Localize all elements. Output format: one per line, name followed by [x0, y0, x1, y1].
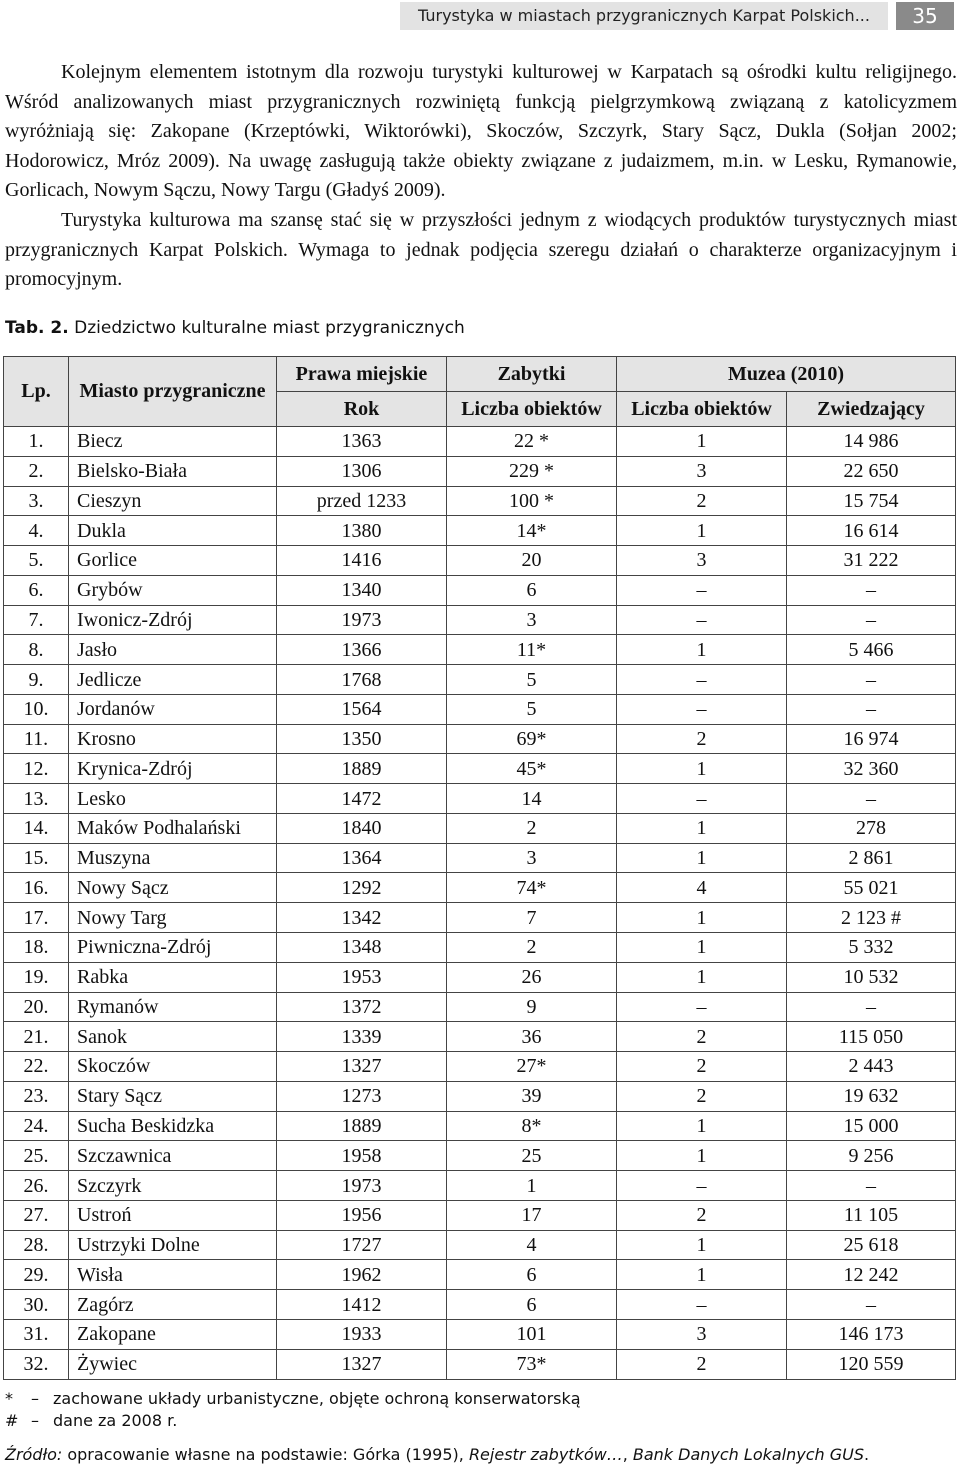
header-zabytki: Zabytki — [447, 357, 617, 392]
cell-lp: 22. — [4, 1052, 69, 1082]
cell-zwiedzajacy: 16 974 — [787, 724, 956, 754]
cell-zabytki: 6 — [447, 1290, 617, 1320]
cell-muzea: – — [617, 784, 787, 814]
table-row — [4, 516, 956, 546]
cell-miasto: Jedlicze — [69, 665, 277, 695]
table-row — [4, 1230, 956, 1260]
cell-zwiedzajacy: 2 123 # — [787, 903, 956, 933]
table-row — [4, 635, 956, 665]
table-row — [4, 843, 956, 873]
cell-lp: 20. — [4, 992, 69, 1022]
cell-rok: 1412 — [277, 1290, 447, 1320]
cell-muzea: 2 — [617, 1081, 787, 1111]
cell-zabytki: 11* — [447, 635, 617, 665]
cell-miasto: Muszyna — [69, 843, 277, 873]
table-row — [4, 486, 956, 516]
cell-lp: 17. — [4, 903, 69, 933]
cell-zwiedzajacy: 32 360 — [787, 754, 956, 784]
cell-muzea: 1 — [617, 1141, 787, 1171]
note-dash: – — [31, 1389, 39, 1408]
cell-miasto: Szczawnica — [69, 1141, 277, 1171]
cell-zwiedzajacy: 120 559 — [787, 1349, 956, 1379]
cell-miasto: Dukla — [69, 516, 277, 546]
cell-zwiedzajacy: 5 332 — [787, 933, 956, 963]
table-row — [4, 903, 956, 933]
cell-zwiedzajacy: 19 632 — [787, 1081, 956, 1111]
source-text-1: opracowanie własne na podstawie: Górka (1995), — [62, 1445, 469, 1464]
table-row — [4, 962, 956, 992]
cell-lp: 15. — [4, 843, 69, 873]
cell-zabytki: 20 — [447, 546, 617, 576]
cell-rok: 1933 — [277, 1319, 447, 1349]
table-row — [4, 1290, 956, 1320]
cell-rok: 1292 — [277, 873, 447, 903]
cell-zabytki: 3 — [447, 605, 617, 635]
table-row — [4, 575, 956, 605]
cell-lp: 14. — [4, 813, 69, 843]
cell-zwiedzajacy: 15 000 — [787, 1111, 956, 1141]
table-caption-text: Dziedzictwo kulturalne miast przygranicznych — [68, 318, 465, 338]
cell-rok: 1273 — [277, 1081, 447, 1111]
table-row — [4, 754, 956, 784]
cell-lp: 29. — [4, 1260, 69, 1290]
cell-zwiedzajacy: 25 618 — [787, 1230, 956, 1260]
cell-miasto: Ustroń — [69, 1200, 277, 1230]
cell-miasto: Maków Podhalański — [69, 813, 277, 843]
header-liczba-muzea: Liczba obiektów — [617, 392, 787, 427]
table-row — [4, 1319, 956, 1349]
body-text — [5, 58, 957, 295]
cell-lp: 16. — [4, 873, 69, 903]
cell-zwiedzajacy: 55 021 — [787, 873, 956, 903]
cell-lp: 11. — [4, 724, 69, 754]
cell-zabytki: 100 * — [447, 486, 617, 516]
cell-rok: 1889 — [277, 1111, 447, 1141]
cell-zwiedzajacy: 2 861 — [787, 843, 956, 873]
cell-zwiedzajacy: – — [787, 784, 956, 814]
heritage-table — [3, 356, 956, 1380]
cell-zwiedzajacy: 14 986 — [787, 427, 956, 457]
cell-miasto: Biecz — [69, 427, 277, 457]
table-row — [4, 1141, 956, 1171]
cell-zabytki: 6 — [447, 575, 617, 605]
note-text: zachowane układy urbanistyczne, objęte ochroną konserwatorską — [53, 1389, 581, 1408]
cell-rok: 1956 — [277, 1200, 447, 1230]
cell-rok: 1962 — [277, 1260, 447, 1290]
header-rok: Rok — [277, 392, 447, 427]
cell-zwiedzajacy: 22 650 — [787, 456, 956, 486]
cell-rok: 1363 — [277, 427, 447, 457]
cell-miasto: Rabka — [69, 962, 277, 992]
cell-miasto: Zagórz — [69, 1290, 277, 1320]
cell-zabytki: 74* — [447, 873, 617, 903]
header-muzea: Muzea (2010) — [617, 357, 956, 392]
source-note — [5, 1445, 869, 1464]
cell-lp: 9. — [4, 665, 69, 695]
cell-zabytki: 5 — [447, 694, 617, 724]
cell-miasto: Żywiec — [69, 1349, 277, 1379]
cell-zabytki: 9 — [447, 992, 617, 1022]
cell-muzea: 2 — [617, 486, 787, 516]
cell-lp: 7. — [4, 605, 69, 635]
note-symbol: # — [5, 1411, 19, 1430]
cell-muzea: 3 — [617, 1319, 787, 1349]
cell-zwiedzajacy: – — [787, 575, 956, 605]
cell-zwiedzajacy: 9 256 — [787, 1141, 956, 1171]
page-number: 35 — [896, 2, 954, 30]
cell-zwiedzajacy: 11 105 — [787, 1200, 956, 1230]
cell-lp: 31. — [4, 1319, 69, 1349]
cell-miasto: Cieszyn — [69, 486, 277, 516]
cell-lp: 30. — [4, 1290, 69, 1320]
cell-rok: 1727 — [277, 1230, 447, 1260]
cell-muzea: – — [617, 992, 787, 1022]
cell-zwiedzajacy: – — [787, 694, 956, 724]
cell-muzea: – — [617, 1171, 787, 1201]
note-asterisk — [5, 1388, 581, 1410]
cell-zabytki: 14 — [447, 784, 617, 814]
note-text: dane za 2008 r. — [53, 1411, 178, 1430]
cell-lp: 23. — [4, 1081, 69, 1111]
cell-miasto: Lesko — [69, 784, 277, 814]
cell-miasto: Bielsko-Biała — [69, 456, 277, 486]
cell-zabytki: 26 — [447, 962, 617, 992]
note-dash: – — [31, 1411, 39, 1430]
cell-muzea: 2 — [617, 1349, 787, 1379]
table-caption-label: Tab. 2. — [5, 318, 69, 338]
cell-muzea: 1 — [617, 1260, 787, 1290]
header-liczba-zabytki: Liczba obiektów — [447, 392, 617, 427]
cell-zabytki: 4 — [447, 1230, 617, 1260]
table-caption — [5, 318, 465, 338]
cell-zwiedzajacy: – — [787, 605, 956, 635]
cell-muzea: 1 — [617, 962, 787, 992]
running-header: Turystyka w miastach przygranicznych Karpat Polskich... — [400, 2, 888, 30]
table-row — [4, 1081, 956, 1111]
cell-miasto: Krynica-Zdrój — [69, 754, 277, 784]
cell-zabytki: 22 * — [447, 427, 617, 457]
cell-zabytki: 45* — [447, 754, 617, 784]
cell-rok: 1348 — [277, 933, 447, 963]
header-lp: Lp. — [4, 357, 69, 427]
cell-rok: przed 1233 — [277, 486, 447, 516]
cell-zwiedzajacy: 16 614 — [787, 516, 956, 546]
table-row — [4, 665, 956, 695]
cell-zwiedzajacy: 115 050 — [787, 1022, 956, 1052]
cell-zabytki: 36 — [447, 1022, 617, 1052]
table-row — [4, 1111, 956, 1141]
cell-muzea: 1 — [617, 516, 787, 546]
cell-zabytki: 5 — [447, 665, 617, 695]
cell-zwiedzajacy: 12 242 — [787, 1260, 956, 1290]
cell-muzea: 1 — [617, 635, 787, 665]
cell-rok: 1958 — [277, 1141, 447, 1171]
cell-rok: 1339 — [277, 1022, 447, 1052]
cell-muzea: 3 — [617, 546, 787, 576]
paragraph-1: Kolejnym elementem istotnym dla rozwoju turystyki kulturowej w Karpatach są ośrodki kultu religijnego. Wśród analizowanych miast przygranicznych rozwiniętą funkcją pielgrzymkową związaną z katolicyzmem wyróżniają się: Zakopane (Krzeptówki, Wiktorówki), Skoczów, Szczyrk, Stary Sącz, Dukla (Sołjan 2002; Hodorowicz, Mróz 2009). Na uwagę zasługują także obiekty związane z judaizmem, m.in. w Lesku, Rymanowie, Gorlicach, Nowym Sączu, Nowy Targu (Gładyś 2009). — [5, 61, 957, 202]
source-text-3: . — [864, 1445, 870, 1464]
cell-zabytki: 39 — [447, 1081, 617, 1111]
cell-muzea: 2 — [617, 724, 787, 754]
source-label: Źródło: — [5, 1445, 63, 1464]
header-zwiedzajacy: Zwiedzający — [787, 392, 956, 427]
cell-zabytki: 8* — [447, 1111, 617, 1141]
cell-miasto: Rymanów — [69, 992, 277, 1022]
cell-rok: 1973 — [277, 1171, 447, 1201]
cell-miasto: Stary Sącz — [69, 1081, 277, 1111]
table-body — [4, 427, 956, 1380]
cell-rok: 1768 — [277, 665, 447, 695]
table-row — [4, 1022, 956, 1052]
cell-muzea: 3 — [617, 456, 787, 486]
cell-zwiedzajacy: 31 222 — [787, 546, 956, 576]
cell-zwiedzajacy: – — [787, 1290, 956, 1320]
cell-zabytki: 6 — [447, 1260, 617, 1290]
cell-lp: 1. — [4, 427, 69, 457]
cell-muzea: 1 — [617, 843, 787, 873]
cell-zabytki: 73* — [447, 1349, 617, 1379]
table-row — [4, 1200, 956, 1230]
table-notes — [5, 1388, 581, 1432]
cell-miasto: Nowy Sącz — [69, 873, 277, 903]
cell-rok: 1364 — [277, 843, 447, 873]
cell-rok: 1889 — [277, 754, 447, 784]
cell-muzea: 1 — [617, 754, 787, 784]
cell-muzea: 1 — [617, 813, 787, 843]
cell-rok: 1350 — [277, 724, 447, 754]
cell-muzea: 1 — [617, 1111, 787, 1141]
cell-lp: 32. — [4, 1349, 69, 1379]
cell-rok: 1416 — [277, 546, 447, 576]
cell-lp: 13. — [4, 784, 69, 814]
cell-zwiedzajacy: 146 173 — [787, 1319, 956, 1349]
cell-lp: 27. — [4, 1200, 69, 1230]
cell-lp: 25. — [4, 1141, 69, 1171]
table-row — [4, 427, 956, 457]
note-symbol: * — [5, 1389, 13, 1408]
cell-lp: 4. — [4, 516, 69, 546]
cell-muzea: 2 — [617, 1200, 787, 1230]
cell-zabytki: 27* — [447, 1052, 617, 1082]
cell-miasto: Wisła — [69, 1260, 277, 1290]
cell-rok: 1327 — [277, 1052, 447, 1082]
cell-miasto: Piwniczna-Zdrój — [69, 933, 277, 963]
cell-muzea: 1 — [617, 903, 787, 933]
cell-muzea: 1 — [617, 933, 787, 963]
table-row — [4, 784, 956, 814]
table-row — [4, 694, 956, 724]
cell-zwiedzajacy: – — [787, 1171, 956, 1201]
note-hash — [5, 1410, 581, 1432]
cell-muzea: – — [617, 665, 787, 695]
cell-rok: 1342 — [277, 903, 447, 933]
cell-zabytki: 1 — [447, 1171, 617, 1201]
cell-zwiedzajacy: 2 443 — [787, 1052, 956, 1082]
table-row — [4, 933, 956, 963]
table-row — [4, 546, 956, 576]
cell-rok: 1306 — [277, 456, 447, 486]
cell-rok: 1564 — [277, 694, 447, 724]
cell-muzea: – — [617, 605, 787, 635]
cell-zabytki: 7 — [447, 903, 617, 933]
cell-lp: 21. — [4, 1022, 69, 1052]
cell-rok: 1380 — [277, 516, 447, 546]
cell-miasto: Grybów — [69, 575, 277, 605]
cell-lp: 5. — [4, 546, 69, 576]
table-row — [4, 1052, 956, 1082]
cell-lp: 28. — [4, 1230, 69, 1260]
cell-rok: 1953 — [277, 962, 447, 992]
cell-miasto: Jasło — [69, 635, 277, 665]
table-row — [4, 813, 956, 843]
cell-zabytki: 2 — [447, 813, 617, 843]
cell-miasto: Ustrzyki Dolne — [69, 1230, 277, 1260]
cell-rok: 1327 — [277, 1349, 447, 1379]
cell-lp: 6. — [4, 575, 69, 605]
cell-miasto: Nowy Targ — [69, 903, 277, 933]
cell-miasto: Jordanów — [69, 694, 277, 724]
table-row — [4, 1171, 956, 1201]
cell-lp: 8. — [4, 635, 69, 665]
cell-zwiedzajacy: 5 466 — [787, 635, 956, 665]
cell-miasto: Skoczów — [69, 1052, 277, 1082]
cell-miasto: Zakopane — [69, 1319, 277, 1349]
table-row — [4, 724, 956, 754]
cell-muzea: 1 — [617, 427, 787, 457]
cell-miasto: Sucha Beskidzka — [69, 1111, 277, 1141]
cell-zabytki: 25 — [447, 1141, 617, 1171]
cell-zabytki: 3 — [447, 843, 617, 873]
cell-zwiedzajacy: 15 754 — [787, 486, 956, 516]
cell-lp: 12. — [4, 754, 69, 784]
cell-zabytki: 69* — [447, 724, 617, 754]
table-row — [4, 1260, 956, 1290]
cell-rok: 1340 — [277, 575, 447, 605]
cell-muzea: – — [617, 575, 787, 605]
cell-miasto: Szczyrk — [69, 1171, 277, 1201]
cell-zwiedzajacy: 10 532 — [787, 962, 956, 992]
cell-zabytki: 229 * — [447, 456, 617, 486]
cell-miasto: Iwonicz-Zdrój — [69, 605, 277, 635]
table-row — [4, 1349, 956, 1379]
cell-zabytki: 2 — [447, 933, 617, 963]
cell-lp: 19. — [4, 962, 69, 992]
cell-zwiedzajacy: – — [787, 665, 956, 695]
source-text-2: , — [622, 1445, 633, 1464]
cell-rok: 1973 — [277, 605, 447, 635]
header-prawa-miejskie: Prawa miejskie — [277, 357, 447, 392]
cell-lp: 26. — [4, 1171, 69, 1201]
cell-zwiedzajacy: – — [787, 992, 956, 1022]
cell-miasto: Sanok — [69, 1022, 277, 1052]
cell-zabytki: 14* — [447, 516, 617, 546]
table-row — [4, 873, 956, 903]
cell-muzea: – — [617, 1290, 787, 1320]
cell-zwiedzajacy: 278 — [787, 813, 956, 843]
source-italic-2: Bank Danych Lokalnych GUS — [632, 1445, 865, 1464]
cell-zabytki: 101 — [447, 1319, 617, 1349]
cell-muzea: – — [617, 694, 787, 724]
cell-miasto: Krosno — [69, 724, 277, 754]
cell-lp: 10. — [4, 694, 69, 724]
source-italic-1: Rejestr zabytków… — [468, 1445, 623, 1464]
cell-muzea: 2 — [617, 1052, 787, 1082]
header-miasto: Miasto przygraniczne — [69, 357, 277, 427]
cell-lp: 24. — [4, 1111, 69, 1141]
paragraph-2: Turystyka kulturowa ma szansę stać się w przyszłości jednym z wiodących produktów turystycznych miast przygranicznych Karpat Polskich. Wymaga to jednak podjęcia szeregu działań o charakterze organizacyjnym i promocyjnym. — [5, 208, 957, 291]
cell-lp: 2. — [4, 456, 69, 486]
cell-lp: 18. — [4, 933, 69, 963]
cell-muzea: 4 — [617, 873, 787, 903]
cell-muzea: 2 — [617, 1022, 787, 1052]
cell-miasto: Gorlice — [69, 546, 277, 576]
table-row — [4, 605, 956, 635]
cell-rok: 1840 — [277, 813, 447, 843]
cell-lp: 3. — [4, 486, 69, 516]
cell-zabytki: 17 — [447, 1200, 617, 1230]
cell-muzea: 1 — [617, 1230, 787, 1260]
table-row — [4, 992, 956, 1022]
cell-rok: 1372 — [277, 992, 447, 1022]
cell-rok: 1472 — [277, 784, 447, 814]
table-row — [4, 456, 956, 486]
cell-rok: 1366 — [277, 635, 447, 665]
